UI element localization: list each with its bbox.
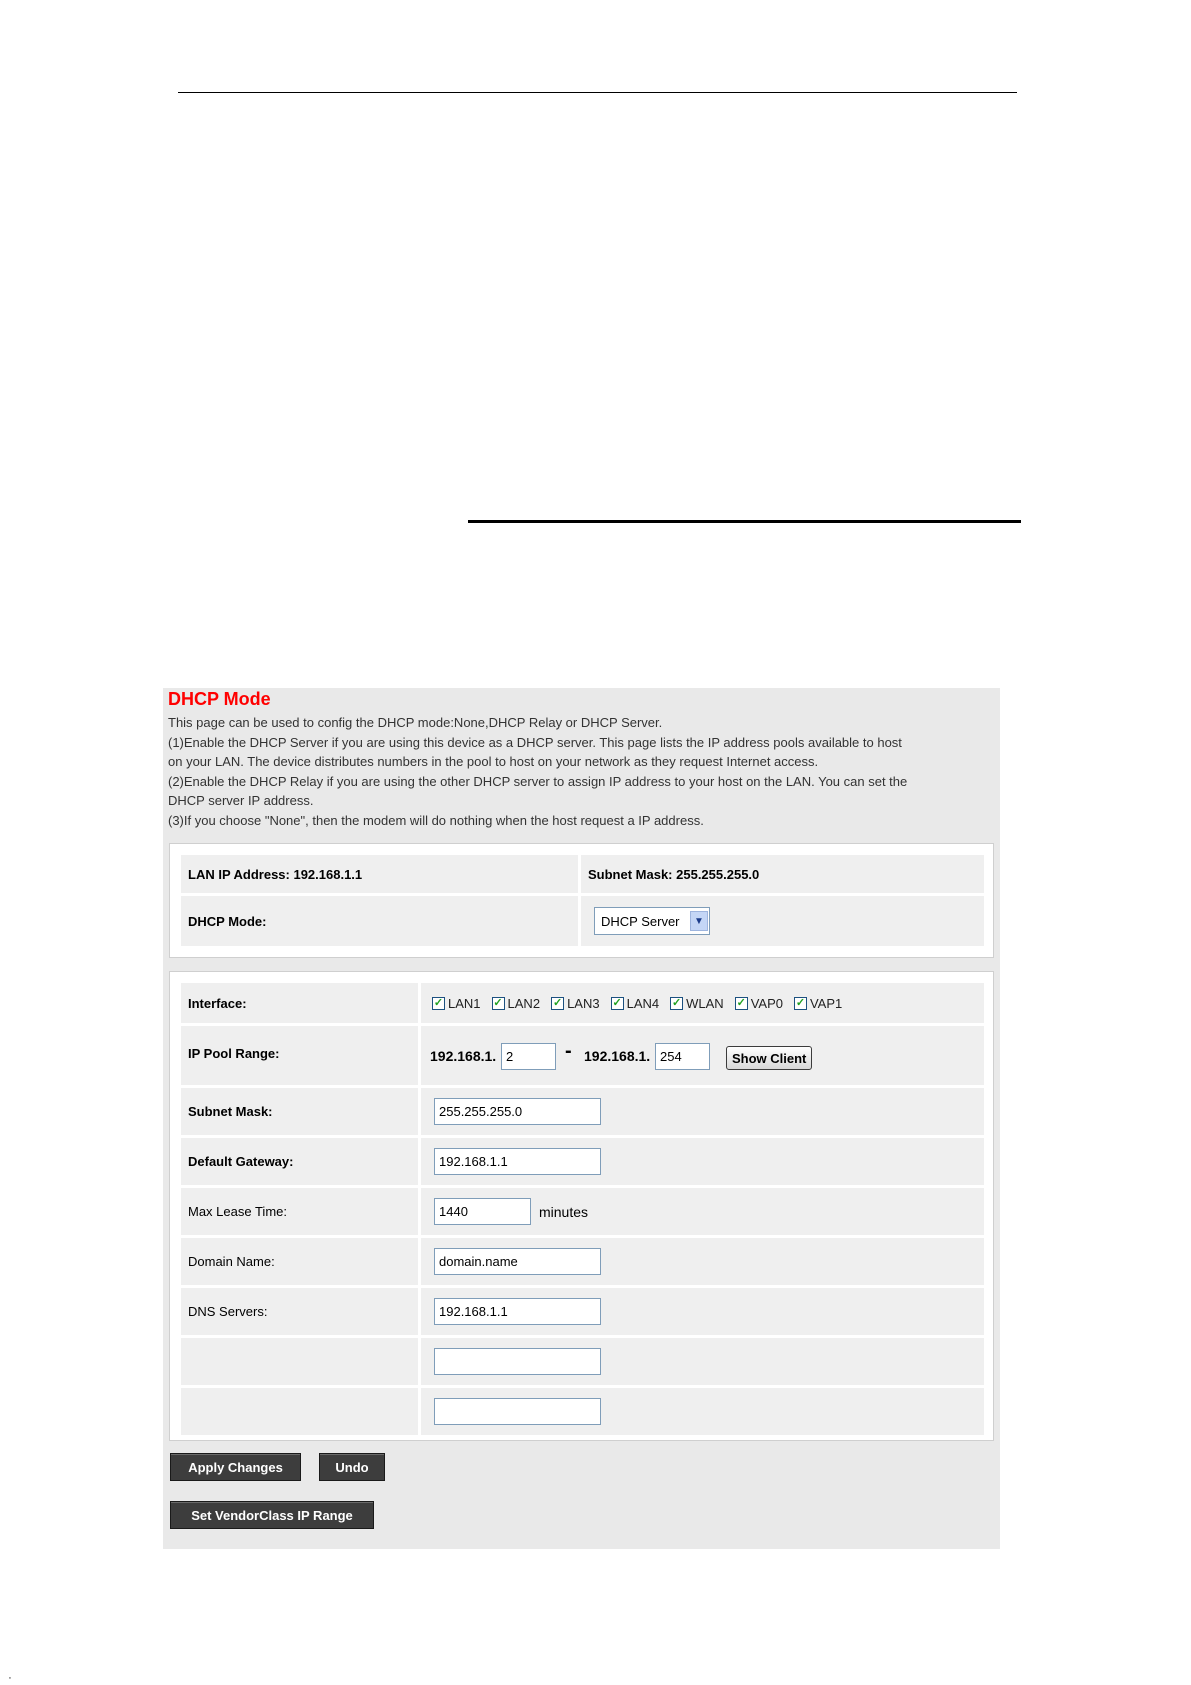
domain-name-input[interactable] (434, 1248, 601, 1275)
lan-ip-address: LAN IP Address: 192.168.1.1 (181, 855, 578, 893)
description-line: on your LAN. The device distributes numbers in the pool to host on your network as they request Internet access. (168, 754, 819, 769)
checkbox-checked-icon[interactable]: ✓ (493, 996, 503, 1009)
ip-pool-label: IP Pool Range: (181, 1026, 418, 1085)
interface-lan2[interactable]: ✓ LAN2 (493, 995, 541, 1011)
dhcp-settings-panel (163, 688, 1000, 1549)
checkbox-checked-icon[interactable]: ✓ (672, 996, 682, 1009)
default-gateway-label: Default Gateway: (181, 1138, 418, 1185)
dns3-label-cell (181, 1388, 418, 1435)
ip-pool-cell (421, 1026, 984, 1085)
dns-server-3-input[interactable] (434, 1398, 601, 1425)
interface-lan1[interactable]: ✓ LAN1 (433, 995, 481, 1011)
pool-end-input[interactable] (655, 1043, 710, 1070)
checkbox-checked-icon[interactable]: ✓ (736, 996, 746, 1009)
dns-servers-label: DNS Servers: (181, 1288, 418, 1335)
checkbox-checked-icon[interactable]: ✓ (612, 996, 622, 1009)
interface-vap1[interactable]: ✓ VAP1 (795, 995, 843, 1011)
show-client-button[interactable]: Show Client (726, 1046, 812, 1070)
dns-server-2-input[interactable] (434, 1348, 601, 1375)
dns1-cell (421, 1288, 984, 1335)
dhcp-mode-select[interactable] (594, 907, 710, 935)
dhcp-mode-selected: DHCP Server (601, 913, 680, 929)
pool-start-input[interactable] (501, 1043, 556, 1070)
dhcp-mode-cell (581, 896, 984, 946)
checkbox-checked-icon[interactable]: ✓ (552, 996, 563, 1009)
pool-prefix-end: 192.168.1. (584, 1048, 651, 1064)
dhcp-server-form (169, 971, 994, 1441)
dns2-cell (421, 1338, 984, 1385)
lan-summary-box (169, 843, 994, 958)
description-line: This page can be used to config the DHCP mode:None,DHCP Relay or DHCP Server. (168, 715, 663, 730)
dns3-cell (421, 1388, 984, 1435)
subnet-mask-summary: Subnet Mask: 255.255.255.0 (581, 855, 984, 893)
description-line: DHCP server IP address. (168, 793, 314, 808)
interface-vap0[interactable]: ✓ VAP0 (736, 995, 783, 1011)
interface-checkboxes (421, 983, 984, 1023)
interface-lan4[interactable]: ✓ LAN4 (612, 995, 660, 1011)
max-lease-time-input[interactable] (434, 1198, 531, 1225)
domain-name-label: Domain Name: (181, 1238, 418, 1285)
description-line: (1)Enable the DHCP Server if you are using this device as a DHCP server. This page lists the IP address pools available to host (168, 734, 902, 750)
dns2-label-cell (181, 1338, 418, 1385)
default-gateway-input[interactable] (434, 1148, 601, 1175)
header-rule (178, 92, 1017, 93)
subnet-mask-cell (421, 1088, 984, 1135)
chevron-down-icon[interactable]: ▼ (690, 911, 708, 931)
max-lease-time-label: Max Lease Time: (181, 1188, 418, 1235)
lease-unit-label: minutes (539, 1204, 589, 1220)
page-footer-mark: · (2, 1672, 18, 1684)
description-line: (3)If you choose "None", then the modem will do nothing when the host request a IP address. (168, 812, 704, 828)
interface-wlan[interactable]: ✓ WLAN (672, 995, 724, 1011)
page-title: DHCP Mode (168, 689, 271, 709)
undo-button[interactable]: Undo (319, 1453, 385, 1481)
pool-range-dash: - (565, 1040, 572, 1062)
interface-label: Interface: (181, 983, 418, 1023)
dhcp-mode-label: DHCP Mode: (181, 896, 578, 946)
subnet-mask-input[interactable] (434, 1098, 601, 1125)
pool-prefix-start: 192.168.1. (430, 1048, 497, 1064)
domain-name-cell (421, 1238, 984, 1285)
section-rule (468, 520, 1021, 523)
checkbox-checked-icon[interactable]: ✓ (795, 996, 806, 1009)
max-lease-time-cell (421, 1188, 984, 1235)
apply-changes-button[interactable]: Apply Changes (170, 1453, 301, 1481)
checkbox-checked-icon[interactable]: ✓ (433, 996, 444, 1009)
set-vendorclass-ip-range-button[interactable]: Set VendorClass IP Range (170, 1501, 374, 1529)
description-line: (2)Enable the DHCP Relay if you are using the other DHCP server to assign IP address to your host on the LAN. You can set the (168, 773, 908, 789)
default-gateway-cell (421, 1138, 984, 1185)
subnet-mask-label: Subnet Mask: (181, 1088, 418, 1135)
interface-lan3[interactable]: ✓ LAN3 (552, 995, 600, 1011)
page-description (168, 713, 993, 830)
dns-server-1-input[interactable] (434, 1298, 601, 1325)
